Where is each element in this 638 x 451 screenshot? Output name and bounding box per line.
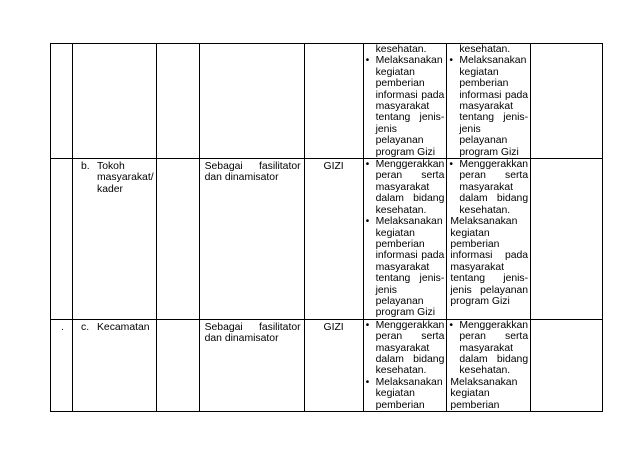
row-number-cell [51, 319, 73, 411]
table-row [51, 44, 603, 159]
activity-list [364, 44, 447, 158]
list-item: kesehatan. [375, 44, 427, 55]
program-text: GIZI [323, 321, 344, 333]
role-cell [199, 44, 304, 159]
empty-cell [531, 159, 603, 320]
activity-cell [363, 319, 447, 411]
empty-cell [531, 44, 603, 159]
activity-cell [363, 159, 447, 320]
list-item: • Melaksanakan kegiatan pemberian informasi pada masyarakat tentang jenis-jenis pelayanan program Gizi [364, 55, 447, 158]
list-item: • Melaksanakan kegiatan pemberian [364, 377, 447, 411]
stakeholder-letter: c. [81, 321, 90, 333]
empty-cell [156, 44, 199, 159]
list-item: • Melaksanakan kegiatan pemberian informasi pada masyarakat tentang jenis-jenis pelayanan program Gizi [364, 216, 447, 319]
stakeholder-cell [73, 44, 157, 159]
program-cell [304, 319, 363, 411]
empty-cell [156, 319, 199, 411]
program-cell [304, 44, 363, 159]
role-text: Sebagai fasilitator dan dinamisator [204, 321, 301, 345]
table-row [51, 159, 603, 320]
activity-list [447, 159, 530, 307]
table-row [51, 319, 603, 411]
stakeholder [73, 320, 156, 333]
activity-list [364, 159, 447, 319]
row-number-cell [51, 44, 73, 159]
row-number [51, 159, 72, 161]
role-cell [199, 159, 304, 320]
activity-list [447, 320, 530, 411]
activity-list [447, 44, 530, 158]
program-table [50, 43, 603, 412]
program-text [305, 44, 363, 46]
list-item: kesehatan. [459, 44, 511, 55]
stakeholder-name: Kecamatan [97, 321, 150, 333]
activity-cell [447, 44, 531, 159]
stakeholder-cell [73, 319, 157, 411]
activity-cell [363, 44, 447, 159]
row-number-cell [51, 159, 73, 320]
activity-cell [447, 159, 531, 320]
list-item: Melaksanakan kegiatan pemberian [450, 376, 518, 411]
stakeholder [73, 159, 156, 195]
empty-cell [531, 319, 603, 411]
list-item: Melaksanakan kegiatan pemberian informasi pada masyarakat tentang jenis-jenis pelayanan program Gizi [450, 216, 529, 307]
role-text [200, 44, 304, 46]
stakeholder-letter: b. [81, 161, 90, 173]
row-number: . [61, 321, 64, 333]
list-item: • Menggerakkan peran serta masyarakat dalam bidang kesehatan. [364, 159, 447, 216]
row-number [51, 44, 72, 46]
stakeholder-name: Tokoh masyarakat/ kader [97, 161, 154, 195]
activity-list [364, 320, 447, 411]
program-cell [304, 159, 363, 320]
activity-cell [447, 319, 531, 411]
list-item: • Menggerakkan peran serta masyarakat dalam bidang kesehatan. [364, 320, 447, 377]
program-text: GIZI [323, 161, 344, 173]
role-text: Sebagai fasilitator dan dinamisator [204, 161, 301, 184]
list-item: • Menggerakkan peran serta masyarakat dalam bidang kesehatan. [447, 320, 530, 377]
stakeholder-cell [73, 159, 157, 320]
stakeholder [73, 44, 156, 46]
empty-cell [156, 159, 199, 320]
list-item: • Melaksanakan kegiatan pemberian informasi pada masyarakat tentang jenis-jenis pelayanan program Gizi [447, 55, 530, 158]
role-cell [199, 319, 304, 411]
list-item: • Menggerakkan peran serta masyarakat dalam bidang kesehatan. [447, 159, 530, 216]
